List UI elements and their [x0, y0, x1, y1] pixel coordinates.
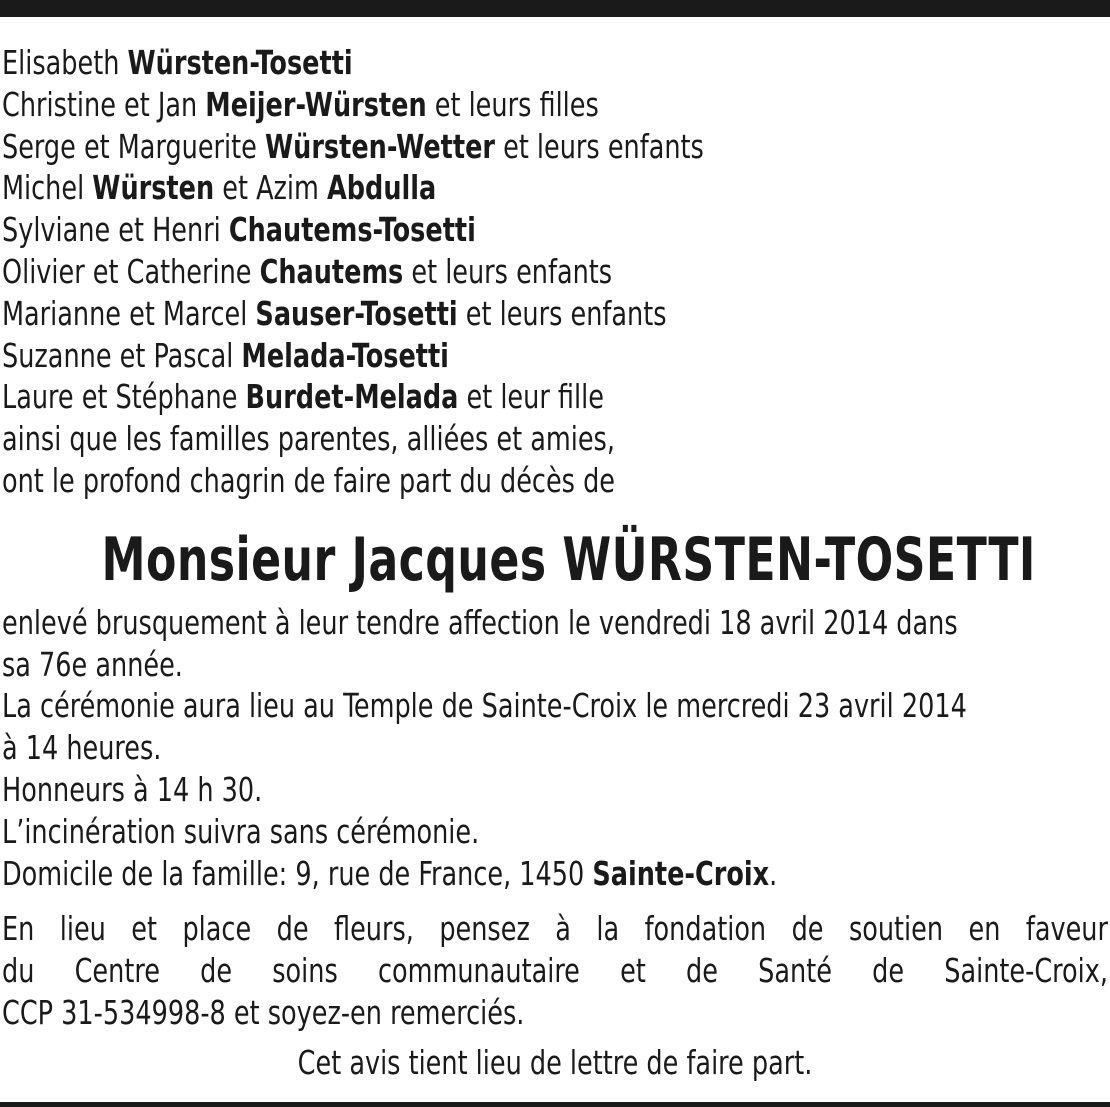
ceremony-details — [2, 602, 1108, 895]
top-rule — [0, 0, 1110, 17]
family-line: Michel Würsten et Azim Abdulla — [2, 168, 437, 208]
obituary-notice — [2, 42, 1108, 1084]
family-list — [2, 42, 1108, 502]
donation-line: CCP 31-534998-8 et soyez-en remerciés. — [2, 992, 525, 1032]
family-line: Olivier et Catherine Chautems et leurs enfants — [2, 251, 613, 291]
donation-paragraph — [2, 908, 1108, 1033]
domicile-line: Domicile de la famille: 9, rue de France, 1450 Sainte-Croix. — [2, 853, 778, 893]
family-line: Elisabeth Würsten-Tosetti — [2, 43, 353, 82]
family-line: Marianne et Marcel Sauser-Tosetti et leurs enfants — [2, 293, 667, 333]
donation-line: du Centre de soins communautaire et de Santé de Sainte-Croix, — [2, 951, 1108, 991]
family-line: Laure et Stéphane Burdet-Melada et leur fille — [2, 377, 604, 417]
detail-line: L’incinération suivra sans cérémonie. — [2, 811, 480, 851]
family-line: Suzanne et Pascal Melada-Tosetti — [2, 335, 449, 375]
detail-line: enlevé brusquement à leur tendre affection le vendredi 18 avril 2014 dans — [2, 602, 958, 642]
detail-line: Honneurs à 14 h 30. — [2, 769, 263, 809]
intro-line: ont le profond chagrin de faire part du décès de — [2, 460, 616, 500]
detail-line: à 14 heures. — [2, 728, 162, 768]
deceased-name-heading: Monsieur Jacques WÜRSTEN-TOSETTI — [101, 524, 1036, 595]
family-line: Serge et Marguerite Würsten-Wetter et leurs enfants — [2, 126, 704, 166]
intro-line: ainsi que les familles parentes, alliées et amies, — [2, 419, 615, 459]
detail-line: sa 76e année. — [2, 644, 183, 684]
family-line: Christine et Jan Meijer-Würsten et leurs filles — [2, 84, 599, 124]
donation-line: En lieu et place de fleurs, pensez à la fondation de soutien en faveur — [2, 909, 1108, 949]
family-line: Sylviane et Henri Chautems-Tosetti — [2, 210, 476, 250]
closing-note: Cet avis tient lieu de lettre de faire part. — [297, 1042, 813, 1082]
detail-line: La cérémonie aura lieu au Temple de Sainte-Croix le mercredi 23 avril 2014 — [2, 686, 967, 726]
bottom-rule — [0, 1102, 1110, 1107]
